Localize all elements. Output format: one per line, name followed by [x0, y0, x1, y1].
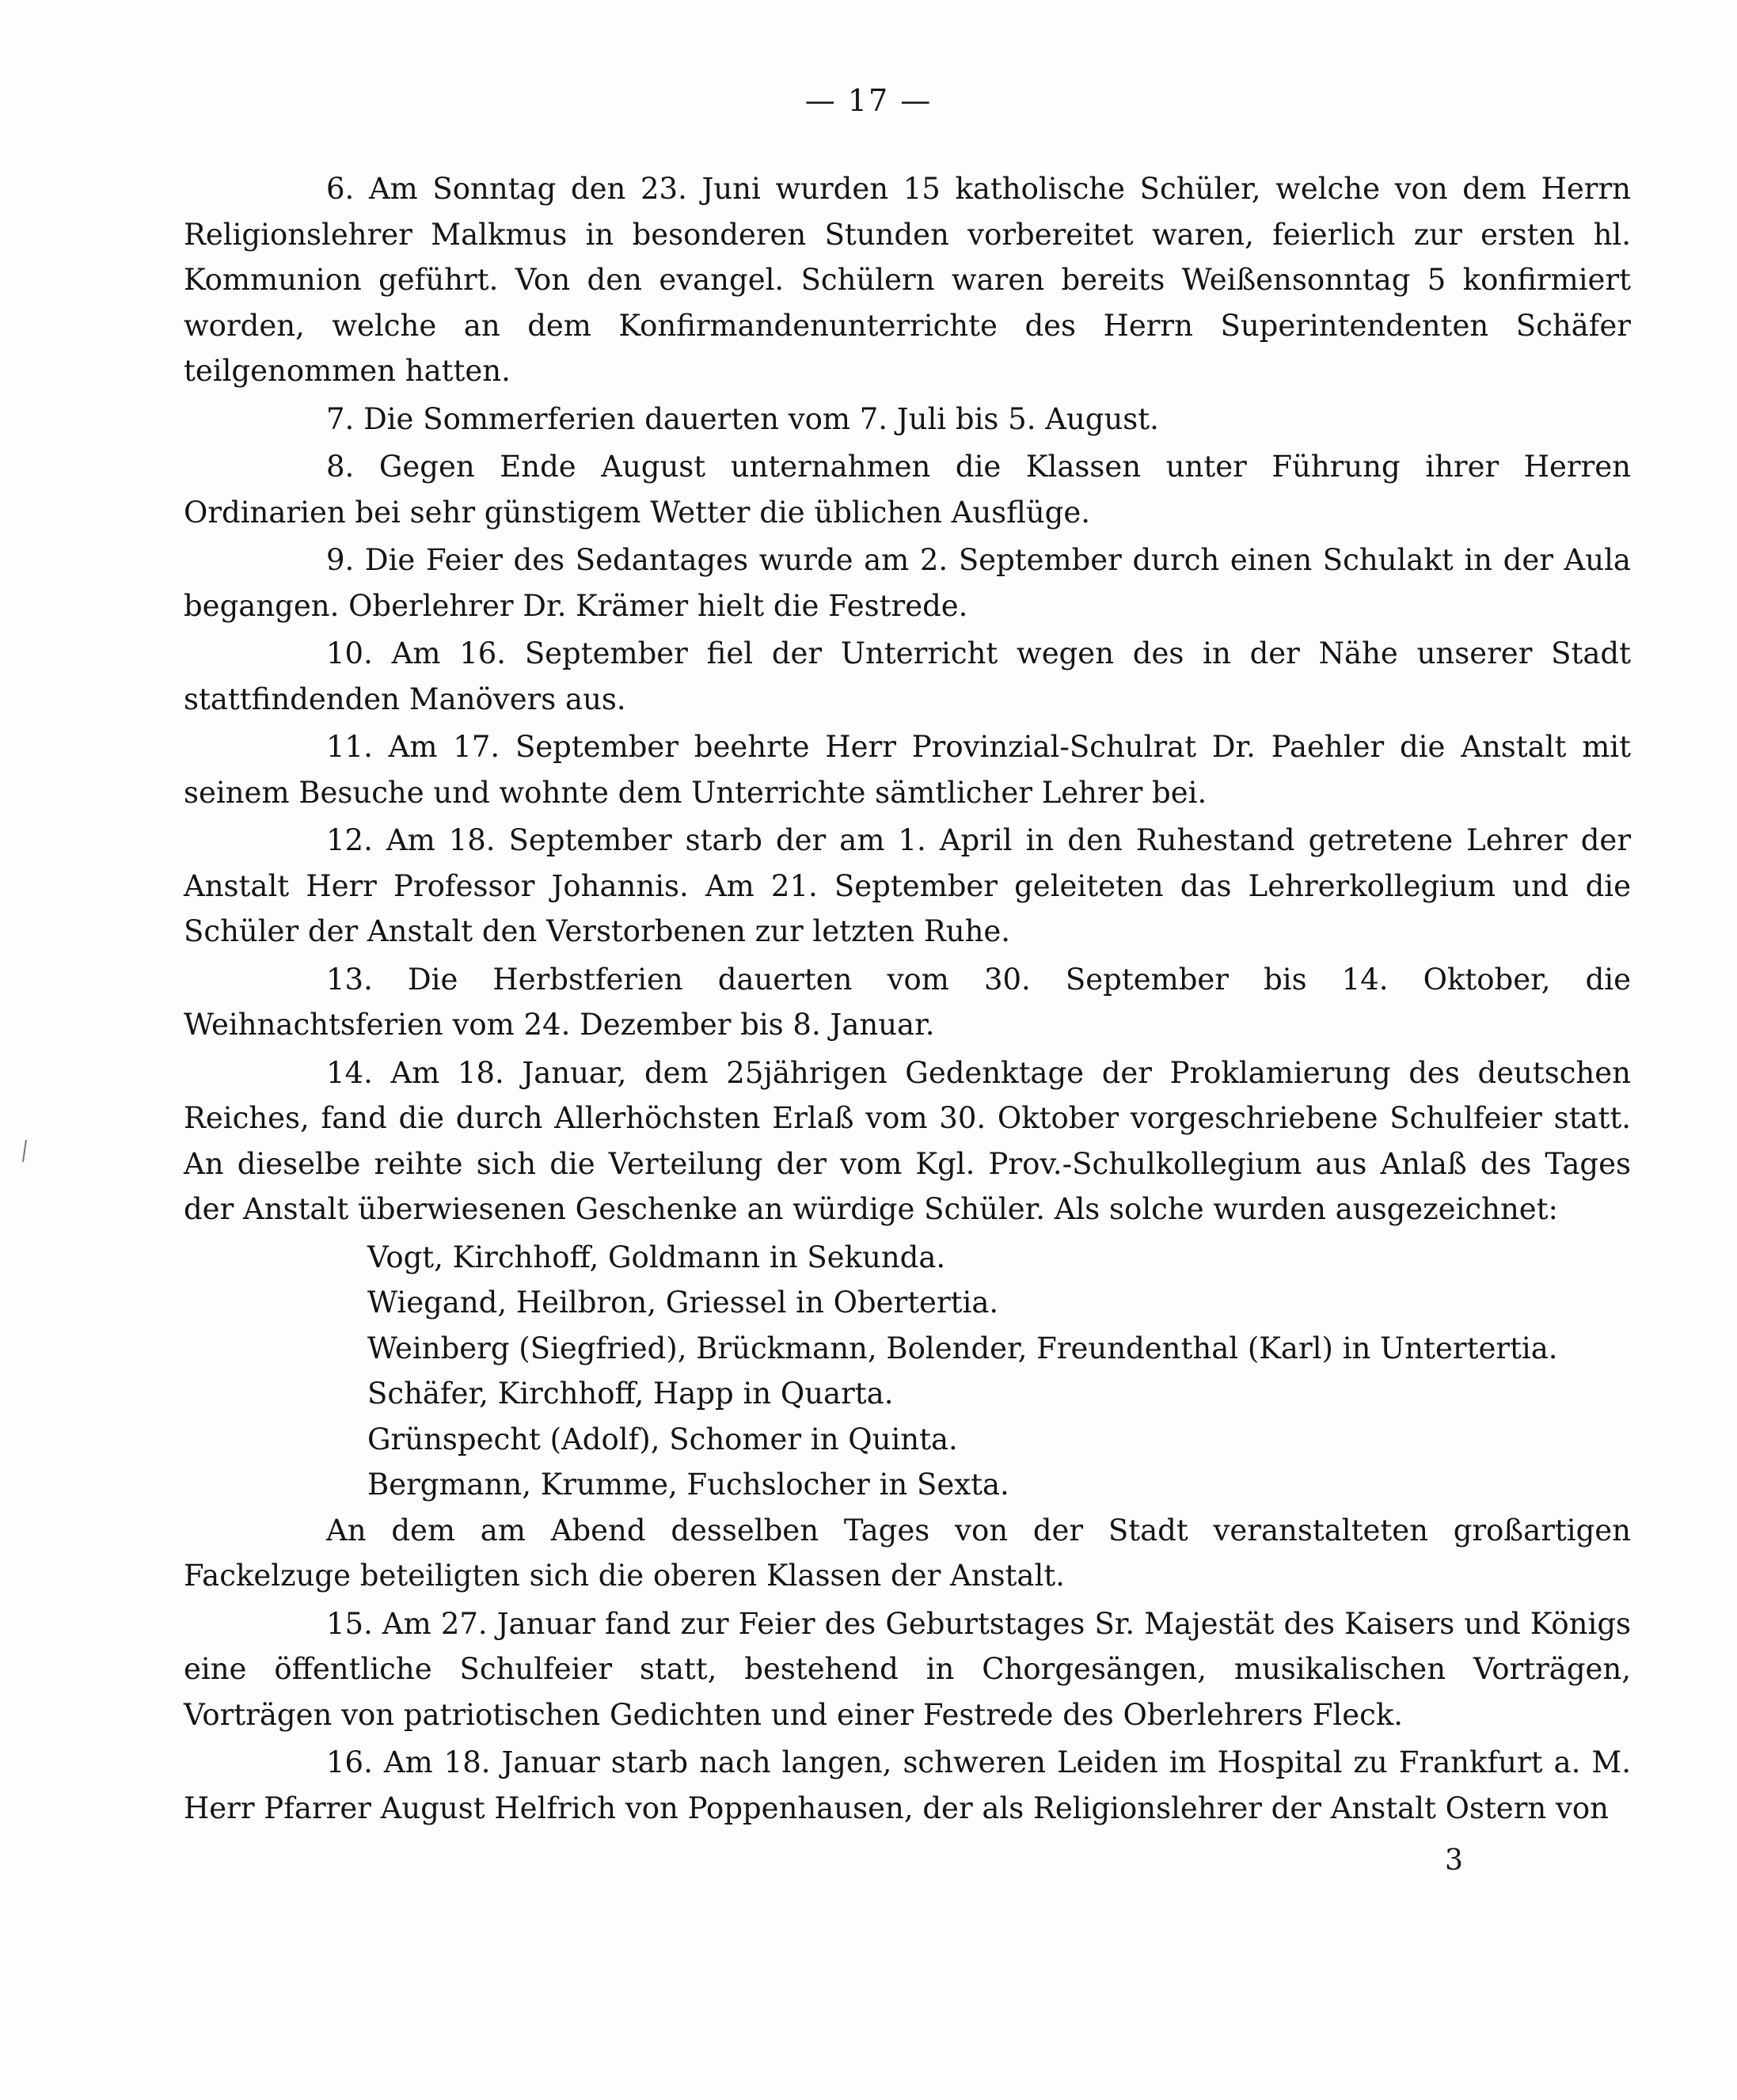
- paragraph-8: 8. Gegen Ende August unternahmen die Klassen unter Führung ihrer Herren Ordinarien bei sehr günstigem Wetter die üblichen Ausflüge.: [184, 450, 1631, 530]
- honours-untertertia: Weinberg (Siegfried), Brückmann, Bolender, Freundenthal (Karl) in Untertertia.: [367, 1331, 1558, 1365]
- paragraph-15: 15. Am 27. Januar fand zur Feier des Geburtstages Sr. Majestät des Kaisers und Königs eine öffentliche Schulfeier statt, bestehend in Chorgesängen, musikalischen Vorträgen, Vorträgen von patriotischen Gedichten und einer Festrede des Oberlehrers Fleck.: [184, 1606, 1631, 1732]
- paragraph-6: 6. Am Sonntag den 23. Juni wurden 15 katholische Schüler, welche von dem Herrn Religionslehrer Malkmus in besonderen Stunden vorbereitet waren, feierlich zur ersten hl. Kommunion geführt. Von den evangel. Schülern waren bereits Weißensonntag 5 konfirmiert worden, welche an dem Konfirmandenunterrichte des Herrn Superintendenten Schäfer teilgenommen hatten.: [184, 172, 1631, 388]
- paragraph-7: 7. Die Sommerferien dauerten vom 7. Juli bis 5. August.: [326, 401, 1159, 436]
- page-number: — 17 —: [804, 83, 933, 118]
- paragraph-11: 11. Am 17. September beehrte Herr Provinzial-Schulrat Dr. Paehler die Anstalt mit seinem Besuche und wohnte dem Unterrichte sämtlicher Lehrer bei.: [184, 730, 1631, 810]
- paragraph-13: 13. Die Herbstferien dauerten vom 30. September bis 14. Oktober, die Weihnachtsferien vom 24. Dezember bis 8. Januar.: [184, 962, 1631, 1042]
- signature-mark: 3: [1445, 1844, 1463, 1877]
- margin-mark: [22, 1140, 27, 1162]
- paragraph-16: 16. Am 18. Januar starb nach langen, schweren Leiden im Hospital zu Frankfurt a. M. Herr Pfarrer August Helfrich von Poppenhausen, der als Religionslehrer der Anstalt Ostern von: [184, 1745, 1631, 1825]
- paragraph-fackelzug: An dem am Abend desselben Tages von der Stadt veranstalteten großartigen Fackelzuge beteiligten sich die oberen Klassen der Anstalt.: [184, 1513, 1631, 1593]
- paragraph-14: 14. Am 18. Januar, dem 25jährigen Gedenktage der Proklamierung des deutschen Reiches, fand die durch Allerhöchsten Erlaß vom 30. Oktober vorgeschriebene Schulfeier statt. An dieselbe reihte sich die Verteilung der vom Kgl. Prov.-Schulkollegium aus Anlaß des Tages der Anstalt überwiesenen Geschenke an würdige Schüler. Als solche wurden ausgezeichnet:: [184, 1055, 1631, 1226]
- document-body: [184, 166, 1631, 1833]
- honours-list: [184, 1235, 1631, 1508]
- paragraph-9: 9. Die Feier des Sedantages wurde am 2. September durch einen Schulakt in der Aula begangen. Oberlehrer Dr. Krämer hielt die Festrede.: [184, 543, 1631, 623]
- honours-sexta: Bergmann, Krumme, Fuchslocher in Sexta.: [367, 1468, 1009, 1502]
- paragraph-12: 12. Am 18. September starb der am 1. April in den Ruhestand getretene Lehrer der Anstalt Herr Professor Johannis. Am 21. September geleiteten das Lehrerkollegium und die Schüler der Anstalt den Verstorbenen zur letzten Ruhe.: [184, 823, 1631, 948]
- paragraph-10: 10. Am 16. September fiel der Unterricht wegen des in der Nähe unserer Stadt stattfindenden Manövers aus.: [184, 636, 1631, 716]
- honours-quarta: Schäfer, Kirchhoff, Happ in Quarta.: [367, 1377, 894, 1411]
- honours-sekunda: Vogt, Kirchhoff, Goldmann in Sekunda.: [367, 1240, 946, 1274]
- honours-obertertia: Wiegand, Heilbron, Griessel in Obertertia.: [367, 1285, 999, 1320]
- honours-quinta: Grünspecht (Adolf), Schomer in Quinta.: [367, 1422, 958, 1456]
